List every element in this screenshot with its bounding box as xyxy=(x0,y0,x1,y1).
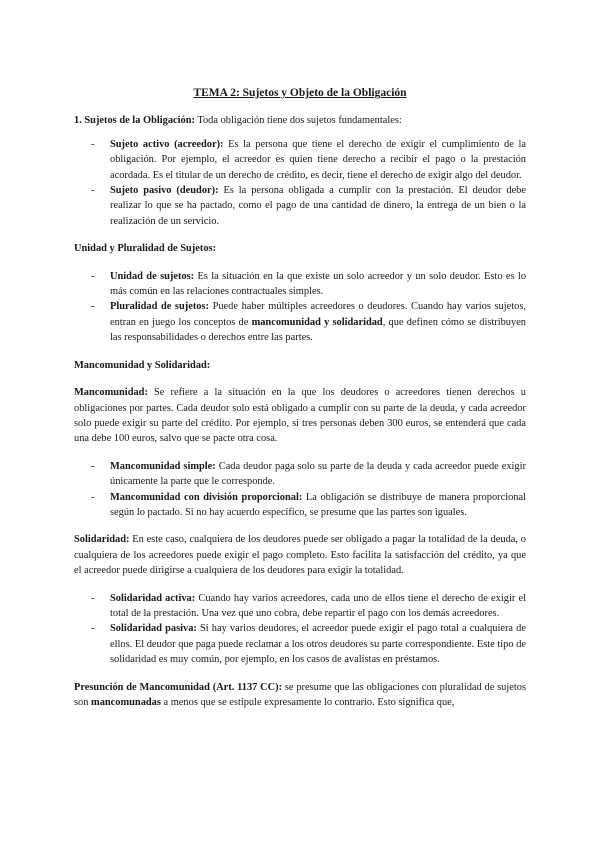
list-item: - Solidaridad activa: Cuando hay varios acreedores, cada uno de ellos tiene el derecho de exigir el total de la prestación. Una vez que uno cobra, debe repartir el pago con los demás acreedores. xyxy=(91,592,526,619)
paragraph-mancomunidad: Mancomunidad: Se refiere a la situación en la que los deudores o acreedores tienen derechos u obligaciones por partes. Cada deudor solo está obligado a cumplir con su parte de la deuda, y cada acreedor solo puede exigir su parte del crédito. Por ejemplo, si tres personas deben 300 euros, se entenderá que cada una debe 100 euros, salvo que se pacte otra cosa. xyxy=(74,387,526,445)
section-heading: 1. Sujetos de la Obligación: xyxy=(74,115,195,127)
section-heading: Unidad y Pluralidad de Sujetos: xyxy=(74,243,217,255)
list-item: - Unidad de sujetos: Es la situación en la que existe un solo acreedor y un solo deudor. Esto es lo más común en las relaciones contractuales simples. xyxy=(91,270,527,298)
paragraph-presuncion: Presunción de Mancomunidad (Art. 1137 CC): se presume que las obligaciones con pluralidad de sujetos son mancomunadas a menos que se estipule expresamente lo contrario. Esto significa que, xyxy=(74,681,526,708)
list-item: - Sujeto activo (acreedor): Es la persona que tiene el derecho de exigir el cumplimiento de la obligación. Por ejemplo, el acreedor es quien tiene derecho a recibir el pago o la prestación acordada. Es el titular de un derecho de crédito, es decir, tiene el derecho de exigir algo del deudor. xyxy=(91,138,526,181)
list-item: - Mancomunidad simple: Cada deudor paga solo su parte de la deuda y cada acreedor puede exigir únicamente la parte que le corresponde. xyxy=(91,460,526,488)
list-item: - Sujeto pasivo (deudor): Es la persona obligada a cumplir con la prestación. El deudor debe realizar lo que se ha pactado, como el pago de una cantidad de dinero, la entrega de un bien o la realización de un servicio. xyxy=(91,185,526,227)
list-unidad-pluralidad xyxy=(74,269,526,346)
list-solidaridad xyxy=(74,591,526,668)
section-heading: Mancomunidad y Solidaridad: xyxy=(74,359,211,371)
list-item: - Solidaridad pasiva: Si hay varios deudores, el acreedor puede exigir el pago total a cualquiera de ellos. El deudor que paga puede reclamar a los otros deudores su parte correspondiente. Este tipo de solidaridad es muy común, por ejemplo, en los casos de avalistas en préstamos. xyxy=(91,623,526,666)
list-item: - Mancomunidad con división proporcional: La obligación se distribuye de manera proporcional según lo pactado. Si no hay acuerdo específico, se presume que las partes son iguales. xyxy=(91,491,526,518)
list-mancomunidad xyxy=(74,459,526,521)
document-title: TEMA 2: Sujetos y Objeto de la Obligación xyxy=(193,87,407,99)
paragraph-solidaridad: Solidaridad: En este caso, cualquiera de los deudores puede ser obligado a pagar la totalidad de la deuda, o cualquiera de los acreedores puede exigir el pago completo. Esto facilita la satisfacción del crédito, ya que el acreedor puede dirigirse a cualquiera de los deudores para exigir la totalidad. xyxy=(74,534,526,577)
section-sujetos-intro: 1. Sujetos de la Obligación: Toda obligación tiene dos sujetos fundamentales: xyxy=(74,115,402,127)
list-item: - Pluralidad de sujetos: Puede haber múltiples acreedores o deudores. Cuando hay varios sujetos, entran en juego los conceptos de mancomunidad y solidaridad, que definen cómo se distribuyen las responsabilidades o derechos entre las partes. xyxy=(91,301,526,344)
list-sujetos xyxy=(74,137,526,229)
